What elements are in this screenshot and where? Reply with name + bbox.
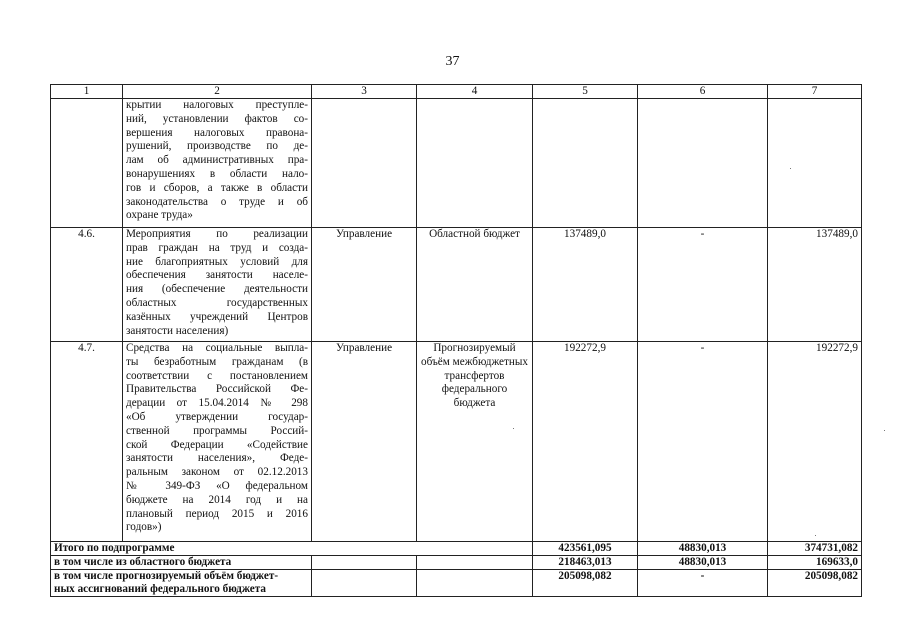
federal-col7: 205098,082 bbox=[768, 570, 862, 597]
total-row bbox=[51, 542, 862, 556]
table-row-continuation bbox=[51, 99, 862, 228]
col-header-5: 5 bbox=[533, 85, 638, 99]
description-line: ственной программы Россий- bbox=[126, 424, 308, 437]
description-line: вонарушениях в области нало- bbox=[126, 167, 308, 180]
description-line: № 349-ФЗ «О федеральном bbox=[126, 479, 308, 492]
description-line: занятости населения», Феде- bbox=[126, 452, 308, 465]
col-header-2: 2 bbox=[123, 85, 312, 99]
column-numbers-row bbox=[51, 85, 862, 99]
executor-cell: Управление bbox=[312, 342, 417, 542]
empty-cell bbox=[312, 556, 417, 570]
description-line: ской Федерации «Содействие bbox=[126, 438, 308, 451]
description-line: Правительства Российской Фе- bbox=[126, 383, 308, 396]
description-line: ральным законом от 02.12.2013 bbox=[126, 466, 308, 479]
description-line: прав граждан на труд и созда- bbox=[126, 241, 308, 254]
description-cell bbox=[123, 342, 312, 542]
empty-cell bbox=[417, 570, 533, 597]
description-cell bbox=[123, 228, 312, 342]
description-line: лам об административных пра- bbox=[126, 154, 308, 167]
col-header-6: 6 bbox=[638, 85, 768, 99]
federal-col5: 205098,082 bbox=[533, 570, 638, 597]
source-cell: Областной бюджет bbox=[417, 228, 533, 342]
total-col7: 374731,082 bbox=[768, 542, 862, 556]
description-cell bbox=[123, 99, 312, 228]
description-line: Мероприятия по реализации bbox=[126, 228, 308, 240]
scan-speck bbox=[815, 535, 816, 536]
col-header-1: 1 bbox=[51, 85, 123, 99]
table-row-4-6 bbox=[51, 228, 862, 342]
description-line: ты безработным гражданам (в bbox=[126, 355, 308, 368]
description-line: казённых учреждений Центров bbox=[126, 310, 308, 323]
description-text bbox=[126, 342, 308, 535]
description-line: годов») bbox=[126, 521, 162, 534]
description-text bbox=[126, 99, 308, 223]
description-line: ние благоприятных условий для bbox=[126, 255, 308, 268]
description-line: «Об утверждении государ- bbox=[126, 410, 308, 423]
source-cell bbox=[417, 99, 533, 228]
executor-cell: Управление bbox=[312, 228, 417, 342]
description-line: занятости населения) bbox=[126, 324, 229, 337]
amount-col6-cell: - bbox=[638, 228, 768, 342]
regional-col5: 218463,013 bbox=[533, 556, 638, 570]
description-line: плановый период 2015 и 2016 bbox=[126, 507, 308, 520]
federal-label-line: в том числе прогнозируемый объём бюджет- bbox=[54, 570, 279, 582]
amount-col6-cell: - bbox=[638, 342, 768, 542]
budget-table bbox=[50, 84, 862, 597]
amount-total-cell: 192272,9 bbox=[533, 342, 638, 542]
col-header-7: 7 bbox=[768, 85, 862, 99]
amount-col7-cell: 137489,0 bbox=[768, 228, 862, 342]
amount-col7-cell: 192272,9 bbox=[768, 342, 862, 542]
row-number-cell: 4.7. bbox=[51, 342, 123, 542]
empty-cell bbox=[312, 570, 417, 597]
amount-total-cell bbox=[533, 99, 638, 228]
regional-col7: 169633,0 bbox=[768, 556, 862, 570]
row-number-cell: 4.6. bbox=[51, 228, 123, 342]
description-line: рушений, производстве по де- bbox=[126, 140, 308, 153]
scan-speck bbox=[790, 168, 791, 169]
description-line: соответствии с постановлением bbox=[126, 369, 308, 382]
federal-budget-row bbox=[51, 570, 862, 597]
row-number-cell bbox=[51, 99, 123, 228]
table-row-4-7 bbox=[51, 342, 862, 542]
total-label: Итого по подпрограмме bbox=[51, 542, 533, 556]
executor-cell bbox=[312, 99, 417, 228]
description-line: ний, установлении фактов со- bbox=[126, 112, 308, 125]
source-cell: Прогнозируемый объём межбюджетных трансфертов федерального бюджета bbox=[417, 342, 533, 542]
amount-total-cell: 137489,0 bbox=[533, 228, 638, 342]
regional-label: в том числе из областного бюджета bbox=[51, 556, 312, 570]
description-line: ния (обеспечение деятельности bbox=[126, 283, 308, 296]
total-col6: 48830,013 bbox=[638, 542, 768, 556]
page-number: 37 bbox=[445, 54, 460, 69]
description-line: законодательства о труде и об bbox=[126, 195, 308, 208]
description-text bbox=[126, 228, 308, 338]
scan-speck bbox=[513, 428, 514, 429]
description-line: обеспечения занятости населе- bbox=[126, 269, 308, 282]
total-col5: 423561,095 bbox=[533, 542, 638, 556]
description-line: областных государственных bbox=[126, 296, 308, 309]
amount-col7-cell bbox=[768, 99, 862, 228]
amount-col6-cell bbox=[638, 99, 768, 228]
regional-budget-row bbox=[51, 556, 862, 570]
federal-label bbox=[51, 570, 312, 597]
description-line: охране труда» bbox=[126, 209, 193, 222]
description-line: вершения налоговых правона- bbox=[126, 126, 308, 139]
description-line: бюджете на 2014 год и на bbox=[126, 493, 308, 506]
scan-speck bbox=[884, 430, 885, 431]
description-line: дерации от 15.04.2014 № 298 bbox=[126, 397, 308, 410]
federal-label-line: ных ассигнований федерального бюджета bbox=[54, 583, 266, 595]
description-line: Средства на социальные выпла- bbox=[126, 342, 308, 354]
col-header-3: 3 bbox=[312, 85, 417, 99]
regional-col6: 48830,013 bbox=[638, 556, 768, 570]
description-line: гов и сборов, а также в области bbox=[126, 181, 308, 194]
empty-cell bbox=[417, 556, 533, 570]
description-line: крытии налоговых преступле- bbox=[126, 99, 308, 111]
col-header-4: 4 bbox=[417, 85, 533, 99]
federal-col6: - bbox=[638, 570, 768, 597]
